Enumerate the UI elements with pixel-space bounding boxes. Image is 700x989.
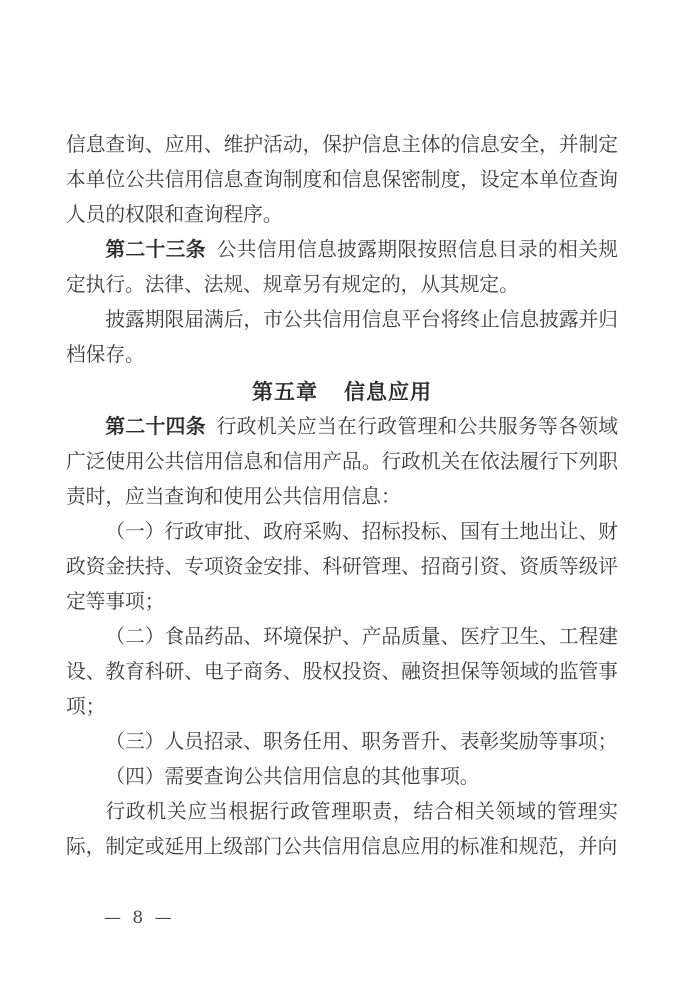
list-item-3: [66, 724, 618, 759]
paragraph-text: 行政机关应当在行政管理和公共服务等各领域广泛使用公共信用信息和信用产品。行政机关在依法履行下列职责时，应当查询和使用公共信用信息：: [66, 415, 618, 508]
list-item-4: [66, 759, 618, 794]
chapter-title: 信息应用: [344, 379, 432, 404]
paragraph-text: （三）人员招录、职务任用、职务晋升、表彰奖励等事项；: [105, 730, 618, 753]
article-24-number: 第二十四条: [105, 415, 206, 438]
paragraph-text: 行政机关应当根据行政管理职责，结合相关领域的管理实际，制定或延用上级部门公共信用信息应用的标准和规范，并向: [66, 800, 618, 858]
list-item-2: [66, 619, 618, 724]
paragraph-text: （二）食品药品、环境保护、产品质量、医疗卫生、工程建设、教育科研、电子商务、股权投资、融资担保等领域的监管事项；: [66, 625, 618, 718]
paragraph-text: （一）行政审批、政府采购、招标投标、国有土地出让、财政资金扶持、专项资金安排、科研管理、招商引资、资质等级评定等事项；: [66, 520, 618, 613]
paragraph-text: 信息查询、应用、维护活动，保护信息主体的信息安全，并制定本单位公共信用信息查询制度和信息保密制度，设定本单位查询人员的权限和查询程序。: [66, 133, 618, 226]
article-23-paragraph: [66, 232, 618, 302]
article-24-paragraph: [66, 409, 618, 514]
article-23-number: 第二十三条: [105, 238, 206, 261]
paragraph-text: 公共信用信息披露期限按照信息目录的相关规定执行。法律、法规、规章另有规定的，从其规定。: [66, 238, 618, 296]
paragraph-text: （四）需要查询公共信用信息的其他事项。: [105, 765, 480, 788]
paragraph-text: 披露期限届满后，市公共信用信息平台将终止信息披露并归档保存。: [66, 308, 618, 366]
disclosure-termination-paragraph: [66, 302, 618, 372]
chapter-5-heading: [66, 374, 618, 409]
chapter-number: 第五章: [252, 379, 318, 404]
list-item-1: [66, 514, 618, 619]
standards-paragraph: [66, 794, 618, 864]
paragraph-continuation: [66, 127, 618, 232]
document-body: [66, 127, 618, 864]
page-number: — 8 —: [104, 908, 175, 928]
